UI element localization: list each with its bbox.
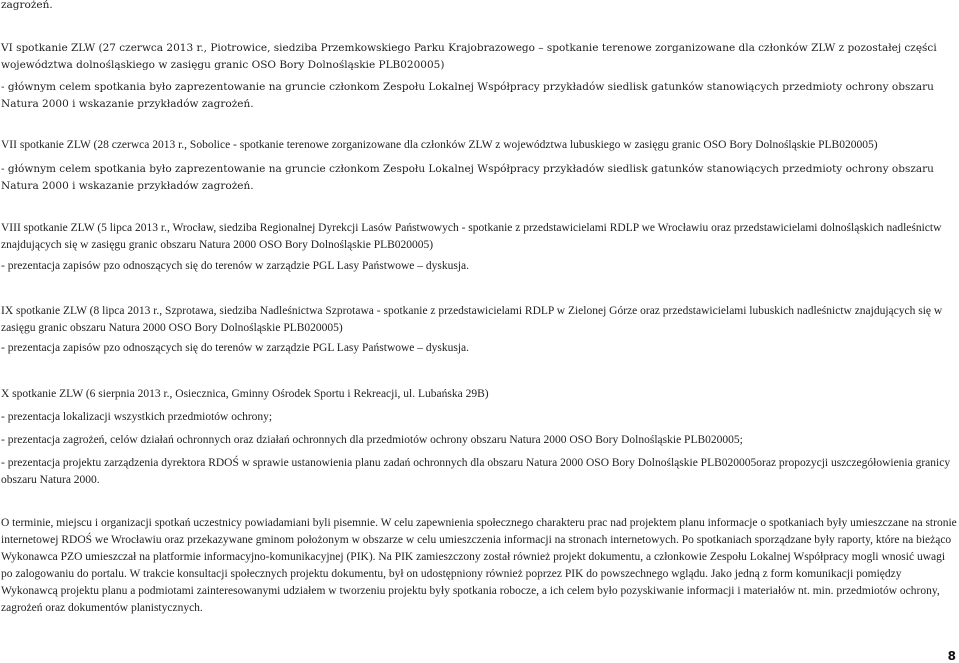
- paragraph-ix-meeting: IX spotkanie ZLW (8 lipca 2013 r., Szprotawa, siedziba Nadleśnictwa Szprotawa - spotkanie z przedstawicielami RDLP w Zielonej Górze oraz przedstawicielami lubuskich nadleśnictw znajdujących się w zasięgu granic obszaru Natura 2000 OSO Bory Dolnośląskie PLB020005): [1, 305, 943, 334]
- paragraph-vi-meeting: VI spotkanie ZLW (27 czerwca 2013 r., Piotrowice, siedziba Przemkowskiego Parku Krajobrazowego – spotkanie terenowe zorganizowane dla członków ZLW z pozostałej części województwa dolnośląskiego w zasięgu granic OSO Bory Dolnośląskie PLB020005): [1, 42, 937, 71]
- paragraph-x-item-1: - prezentacja lokalizacji wszystkich przedmiotów ochrony;: [1, 411, 273, 423]
- paragraph-vii-goal: - głównym celem spotkania było zaprezentowanie na gruncie członkom Zespołu Lokalnej Współpracy przykładów siedlisk gatunków stanowiących przedmioty ochrony obszaru Natura 2000 i wskazanie przykładów zagrożeń.: [1, 163, 934, 192]
- paragraph-zagrozen-top: zagrożeń.: [1, 0, 53, 11]
- paragraph-x-meeting: X spotkanie ZLW (6 sierpnia 2013 r., Osiecznica, Gminny Ośrodek Sportu i Rekreacji, ul. Lubańska 29B): [1, 388, 489, 400]
- paragraph-viii-presentation: - prezentacja zapisów pzo odnoszących się do terenów w zarządzie PGL Lasy Państwowe – dyskusja.: [1, 260, 470, 272]
- paragraph-vi-goal: - głównym celem spotkania było zaprezentowanie na gruncie członkom Zespołu Lokalnej Współpracy przykładów siedlisk gatunków stanowiących przedmioty ochrony obszaru Natura 2000 i wskazanie przykładów zagrożeń.: [1, 81, 934, 110]
- paragraph-ix-presentation: - prezentacja zapisów pzo odnoszących się do terenów w zarządzie PGL Lasy Państwowe – dyskusja.: [1, 342, 470, 354]
- page-number: 8: [947, 649, 956, 663]
- paragraph-x-item-2: - prezentacja zagrożeń, celów działań ochronnych oraz działań ochronnych dla przedmiotów ochrony obszaru Natura 2000 OSO Bory Dolnośląskie PLB020005;: [1, 434, 743, 446]
- paragraph-viii-meeting: VIII spotkanie ZLW (5 lipca 2013 r., Wrocław, siedziba Regionalnej Dyrekcji Lasów Państwowych - spotkanie z przedstawicielami RDLP we Wrocławiu oraz przedstawicielami dolnośląskich nadleśnictw znajdujących się w zasięgu granic obszaru Natura 2000 OSO Bory Dolnośląskie PLB020005): [1, 222, 942, 251]
- paragraph-vii-meeting: VII spotkanie ZLW (28 czerwca 2013 r., Sobolice - spotkanie terenowe zorganizowane dla członków ZLW z województwa lubuskiego w zasięgu granic OSO Bory Dolnośląskie PLB020005): [1, 139, 878, 151]
- paragraph-consultation-summary: O terminie, miejscu i organizacji spotkań uczestnicy powiadamiani byli pisemnie. W celu zapewnienia społecznego charakteru prac nad projektem planu informacje o spotkaniach były umieszczane na stronie internetowej RDOŚ we Wrocławiu oraz przekazywane gminom położonym w obszarze w celu umieszczenia informacji na stronach internetowych. Po spotkaniach sporządzane były raporty, które na bieżąco Wykonawca PZO umieszczał na platformie informacyjno-komunikacyjnej (PIK). Na PIK zamieszczony został również projekt dokumentu, a członkowie Zespołu Lokalnej Współpracy mogli wnosić uwagi po zalogowaniu do portalu. W trakcie konsultacji społecznych projektu dokumentu, był on udostępniony również poprzez PIK do powszechnego wglądu. Jako jedną z form komunikacji pomiędzy Wykonawcą projektu planu a podmiotami zainteresowanymi udziałem w tworzeniu projektu były spotkania robocze, a ich celem było pozyskiwanie informacji i materiałów nt. min. przedmiotów ochrony, zagrożeń oraz dokumentów planistycznych.: [1, 517, 957, 614]
- paragraph-x-item-3: - prezentacja projektu zarządzenia dyrektora RDOŚ w sprawie ustanowienia planu zadań ochronnych dla obszaru Natura 2000 OSO Bory Dolnośląskie PLB020005oraz propozycji uszczegółowienia granicy obszaru Natura 2000.: [1, 457, 951, 486]
